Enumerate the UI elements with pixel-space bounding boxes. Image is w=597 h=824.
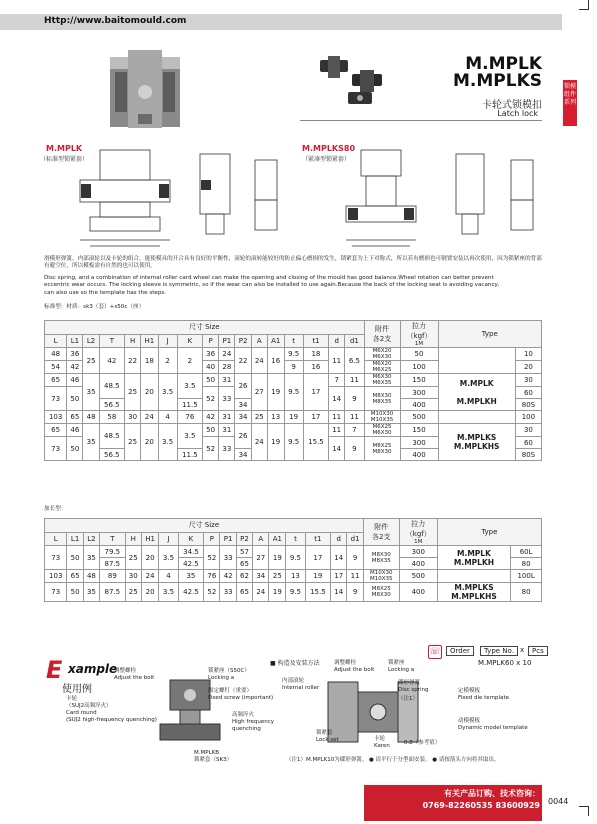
table-cell: 76 [177,411,202,424]
table-cell: 48.5 [99,424,124,449]
col-header-t1: t1 [303,334,328,348]
col-header-a: A [253,532,269,546]
ann-lock-sleeve: M.MPLKB 锁紧套（SK3） [194,750,233,763]
product-code-2: M.MPLKS [452,71,542,91]
table-cell: 73 [45,583,67,602]
table-cell: 100 [515,411,541,424]
table-row [45,348,542,361]
header-url[interactable]: Http://www.baitomould.com [44,16,187,26]
force-label: 拉力（kgf） [406,322,432,340]
table-cell: 19 [269,583,286,602]
table-cell: 10 [515,348,541,361]
table-cell: M6X20 M6X30 [364,348,400,361]
table-cell: 87.5 [100,558,125,570]
table-cell: 65 [67,570,83,583]
mplks-drawing-label: M.MPLKS80 [302,144,356,153]
table-cell: M8X25 M8X30 [363,583,399,602]
col-header-l2: L2 [83,532,99,546]
table-cell: 36 [203,348,219,361]
title-divider [300,120,542,121]
col-header-j: J [159,532,178,546]
table-cell: 48.5 [99,374,124,399]
table-cell: 62 [236,570,252,583]
ann-card-round: 卡轮 （SUJ2高频淬火） Card round (SUJ2 high-frequency quenching) [66,696,157,723]
table-cell: 11.5 [177,399,202,411]
table-cell: M8X25 M8X30 [364,437,400,461]
table-cell: 9 [347,583,363,602]
col-header-l: L [45,532,67,546]
table-cell: 100L [511,570,542,583]
table-cell: 150 [400,424,438,437]
table-cell: 26 [235,374,251,399]
ann-lock-set: 锁紧套 Lock set [316,730,339,743]
table-cell: 50 [203,374,219,387]
table-cell: 15.5 [305,583,330,602]
type-cell-mplk: M.MPLK M.MPLKH [438,374,515,411]
table-cell: 80 [511,583,542,602]
table-cell: 17 [303,411,328,424]
phone-icon: ☏ [429,647,441,657]
table-cell: 3.5 [158,424,177,461]
table-cell: 58 [99,411,124,424]
table-cell: 31 [219,424,235,437]
table-cell: 25 [83,348,99,374]
table-cell: 42 [203,411,219,424]
table-cell: 35 [83,374,99,411]
table-cell: 19 [267,374,284,411]
table-cell: 73 [45,546,67,570]
table-cell: 11 [329,348,345,374]
table-cell: 25 [125,546,141,570]
col-header-d: d [329,334,345,348]
type-cell-mplk-long: M.MPLK M.MPLKH [437,546,510,570]
table-cell: 4 [159,570,178,583]
table-cell: 19 [305,570,330,583]
type-header: Type [438,321,541,348]
col-header-l1: L1 [67,532,83,546]
example-usage-illustration [150,672,230,752]
table-cell: 50 [67,583,83,602]
force-label-2: 拉力（kgf） [405,520,431,538]
size-header: 尺寸 Size [45,321,365,335]
table-cell: 30 [515,374,541,387]
col-header-d: d [331,532,347,546]
description-en-2: eccentric wear occurs. The locking sleeve is symmetric, so if the wear can also be installed to use again.Because the back of the locking seat is avoiding vacancy, [44,282,500,288]
col-header-l2: L2 [83,334,99,348]
table-cell: 73 [45,387,67,411]
table-cell: 19 [267,424,284,461]
accessory-header-2: 附件 各2支 [363,519,399,546]
description-cn: 滑模形弹簧、内部滚轮以及卡轮的组合，能使模具的开合具有良好的平衡性，滚轮的滚转能较好的防止偏心磨损的发生，锁紧套为上下对称式，所以若有磨损也可倒置安装以再次使用，因为锁紧座的背部有避空位，所以模板需有自然的也可以使用。 [44,256,542,270]
table-cell: 42.5 [178,558,203,570]
type-cell-mplks-long: M.MPLKS M.MPLKHS [437,583,510,602]
table-cell: 11.5 [177,449,202,461]
ann-internal-roller: 内部滚轮 Internal roller [282,678,320,691]
table-cell: 9 [345,387,364,411]
table-cell: 20 [141,424,158,461]
col-header-p1: P1 [220,532,236,546]
col-header-d1: d1 [347,532,363,546]
table-cell: 34 [235,411,251,424]
table-cell: 18 [141,348,158,374]
col-header-h1: H1 [141,334,158,348]
table-cell: 35 [83,583,99,602]
table-cell: 25 [269,570,286,583]
table-cell: 50 [400,348,438,361]
type-cell-empty [437,570,510,583]
table-cell: 17 [305,546,330,570]
table-cell: 42 [67,361,83,374]
col-header-p: P [203,334,219,348]
col-header-k: K [177,334,202,348]
table-cell: 60 [515,387,541,399]
table-cell: 35 [83,424,99,461]
table-cell: 400 [399,558,437,570]
table-cell: 34 [235,449,251,461]
table-cell: 42.5 [178,583,203,602]
table-cell: 34.5 [178,546,203,558]
table-cell: 27 [251,374,267,411]
table-cell: 3.5 [158,374,177,411]
table-cell: 11 [329,424,345,437]
table-cell: 22 [124,348,140,374]
order-type-no: Type No. [480,646,518,656]
table-cell: 24 [219,348,235,361]
crop-mark-bottom [579,806,589,816]
table-cell: 18 [303,348,328,361]
table-cell: 2 [158,348,177,374]
order-x: x [520,646,525,654]
type-cell-empty [438,348,515,374]
table-cell: 13 [267,411,284,424]
table-cell: 56.5 [99,449,124,461]
table-cell: 20 [141,583,158,602]
ann-locking-seat: 锁紧座（S50C） Locking a [208,668,250,681]
mold-assembly-photo [100,42,190,132]
table-cell: 22 [235,348,251,374]
table-cell: 48 [83,570,99,583]
table-cell: 9.5 [284,424,303,461]
table-cell: 30 [124,411,140,424]
table-cell: 14 [331,583,347,602]
table-cell: 11 [345,411,364,424]
table-cell: 11 [345,374,364,387]
table-cell: 7 [345,424,364,437]
table-cell: 54 [45,361,67,374]
table-cell: 52 [203,387,219,411]
ann-adjust-bolt: 调整螺栓 Adjust the bolt [114,668,155,681]
force-header [400,321,438,348]
standard-type-label: 标准型：材质：sk3（套）+s50c（座） [44,304,145,310]
table-cell: 9 [347,546,363,570]
ann-reference: 0.8（参考值） [404,740,441,746]
footer-contact-label: 有关产品订购、技术咨询： [444,789,540,798]
table-cell: 16 [267,348,284,374]
ann-mid-locking: 锁紧座 Locking a [388,660,415,673]
table-cell: 65 [45,424,67,437]
ann-fixed-screw: 固定螺钉（重要） Fixed screw (important) [208,688,274,701]
description-en-3: can also use so the template has the steps. [44,290,167,296]
table-cell: 24 [251,424,267,461]
table-cell: M6X30 M6X35 [364,374,400,387]
table-cell: 31 [219,374,235,387]
table-cell: 34 [235,399,251,411]
table-cell: 34 [253,570,269,583]
col-header-k: K [178,532,203,546]
table-cell: 500 [400,411,438,424]
table-cell: 6.5 [345,348,364,374]
table-cell: 42 [220,570,236,583]
col-header-t: T [100,532,125,546]
size-header-2: 尺寸 Size [45,519,364,533]
table-cell: 27 [253,546,269,570]
table-cell: 25 [124,424,140,461]
col-header-t: T [99,334,124,348]
table-cell: 33 [220,583,236,602]
table-cell: 35 [178,570,203,583]
table-cell: 25 [124,374,140,411]
ann-note1: （注1） [398,696,418,702]
table-cell: 17 [303,374,328,411]
mplk-technical-drawing [60,140,300,255]
table-cell: 9.5 [286,546,305,570]
table-cell: 4 [158,411,177,424]
table-cell: 16 [303,361,328,374]
table-cell: 33 [219,437,235,461]
table-cell: 52 [203,437,219,461]
col-header-t1: t1 [305,532,330,546]
table-row [45,411,542,424]
crop-mark-top [579,0,589,10]
table-cell: 19 [284,411,303,424]
table-cell: 56.5 [99,399,124,411]
table-cell: 65 [45,374,67,387]
example-initial: E [46,656,63,684]
table-row [45,374,542,387]
product-name-en: Latch lock [497,109,538,118]
spec-table-long [44,518,542,602]
latch-lock-parts-photo [312,52,392,110]
accessory-header: 附件 各2支 [364,321,400,348]
col-header-h1: H1 [141,532,158,546]
col-header-p2: P2 [236,532,252,546]
table-row [45,570,542,583]
table-cell: 3.5 [177,374,202,399]
force-header-2 [399,519,437,546]
table-cell: 15.5 [303,424,328,461]
table-cell: 73 [45,437,67,461]
table-cell: 20 [515,361,541,374]
table-cell: 40 [203,361,219,374]
force-unit-2: 1M [414,539,423,545]
table-cell: 60L [511,546,542,558]
table-cell: 13 [286,570,305,583]
col-header-t: t [286,532,305,546]
table-cell: 500 [399,570,437,583]
ann-high-freq: 高频淬火 High frequency quenching [232,712,274,732]
table-cell: 35 [83,546,99,570]
table-cell: 24 [141,411,158,424]
installation-notes: （注1）M.MPLK10为碟形弹簧。 ● 请平行于分型面安装。 ● 请按箭头方向将其取出。 [286,757,500,763]
type-header-2: Type [437,519,541,546]
table-cell: 65 [67,411,83,424]
ann-fixed-template: 定模模板 Fixed die template [458,688,509,701]
example-title-cn: 使用例 [62,684,92,695]
mplk-drawing-sub: （标准型锁紧套） [40,156,89,163]
col-header-p2: P2 [235,334,251,348]
table-cell: 9 [345,437,364,461]
col-header-l: L [45,334,67,348]
table-cell: 103 [45,411,67,424]
spec-table-standard [44,320,542,461]
table-cell: 7 [329,374,345,387]
table-cell: 80S [515,449,541,461]
mplks-drawing-sub: （紧凑型锁紧套） [302,156,351,163]
table-cell: 80S [515,399,541,411]
col-header-t: t [284,334,303,348]
order-pcs: Pcs [528,646,548,656]
table-cell: 33 [220,546,236,570]
table-cell: 48 [45,348,67,361]
force-unit: 1M [414,341,424,347]
table-cell: 11 [329,411,345,424]
table-cell: M8X30 M8X35 [364,387,400,411]
table-cell: 14 [329,437,345,461]
table-cell: 400 [399,583,437,602]
long-type-label: 加长型： [44,506,67,512]
table-cell: 3.5 [159,583,178,602]
col-header-l1: L1 [67,334,83,348]
table-cell: M10X30 M10X35 [364,411,400,424]
table-cell: 9 [284,361,303,374]
col-header-h: H [124,334,140,348]
table-cell: 65 [236,558,252,570]
table-cell: 14 [329,387,345,411]
table-cell: 20 [141,374,158,411]
col-header-a1: A1 [269,532,286,546]
table-row [45,424,542,437]
table-cell: 3.5 [159,546,178,570]
side-category-tab[interactable]: 锁模组件系列 [563,80,577,126]
table-cell: M6X20 M6X25 [364,361,400,374]
col-header-j: J [158,334,177,348]
product-code-1: M.MPLK [465,54,542,74]
table-cell: 103 [45,570,67,583]
product-name-cn: 卡轮式锁模扣 [482,100,542,111]
table-cell: 24 [253,583,269,602]
table-cell: 25 [251,411,267,424]
col-header-p: P [204,532,220,546]
example-title: xample [68,662,118,676]
table-cell: 31 [219,411,235,424]
table-cell: 9.5 [284,348,303,361]
table-row [45,583,542,602]
table-cell: 150 [400,374,438,387]
table-cell: 89 [100,570,125,583]
order-sample: M.MPLK60 x 10 [478,659,532,667]
table-cell: 30 [515,424,541,437]
page-number: 0044 [548,797,569,806]
table-cell: 20 [141,546,158,570]
footer-phone[interactable]: 0769-82260535 83600929 [422,801,540,810]
col-header-d1: d1 [345,334,364,348]
table-cell: 87.5 [100,583,125,602]
table-cell: 14 [331,546,347,570]
table-cell: 30 [125,570,141,583]
table-cell: 46 [67,424,83,437]
table-cell: 26 [235,424,251,449]
table-cell: 33 [219,387,235,411]
table-cell: 80 [511,558,542,570]
mplks-technical-drawing [316,140,561,255]
table-cell: 28 [219,361,235,374]
table-cell: 25 [125,583,141,602]
description-en-1: Disc spring, and a combination of internal roller card wheel can make the opening and closing of the mould has good balance.Wheel rotation can better prevent [44,275,494,281]
ann-mid-adjust: 调整螺栓 Adjust the bolt [334,660,375,673]
table-row [45,546,542,558]
table-cell: 36 [67,348,83,361]
ann-disc-spring: 碟形弹簧 Disc spring [398,680,429,693]
table-cell: 52 [204,583,220,602]
table-cell: 46 [67,374,83,387]
table-cell: 57 [236,546,252,558]
table-cell: 42 [99,348,124,374]
type-cell-empty [438,411,515,424]
table-cell: 3.5 [177,424,202,449]
table-cell: 19 [269,546,286,570]
table-cell: 79.5 [100,546,125,558]
table-cell: 24 [251,348,267,374]
table-cell: 9.5 [286,583,305,602]
table-cell: 300 [399,546,437,558]
table-cell: 400 [400,449,438,461]
col-header-p1: P1 [219,334,235,348]
ann-dynamic-template: 动模模板 Dynamic model template [458,718,528,731]
type-cell-mplks: M.MPLKS M.MPLKHS [438,424,515,461]
table-cell: 50 [203,424,219,437]
table-cell: 76 [204,570,220,583]
table-cell: 52 [204,546,220,570]
table-cell: 9.5 [284,374,303,411]
order-label: Order [446,646,474,656]
table-cell: 60 [515,437,541,449]
col-header-a: A [251,334,267,348]
table-cell: M10X30 M10X35 [363,570,399,583]
table-cell: 400 [400,399,438,411]
table-cell: 48 [83,411,99,424]
table-cell: 300 [400,387,438,399]
table-cell: 24 [141,570,158,583]
ann-structure-title: ■ 构造及安装方法 [270,660,320,667]
table-cell: 50 [67,546,83,570]
table-cell: 11 [347,570,363,583]
table-cell: 2 [177,348,202,374]
table-cell: 65 [236,583,252,602]
col-header-h: H [125,532,141,546]
product-title [438,56,542,90]
ann-karen: 卡轮 Karen [374,736,390,749]
table-cell: 17 [331,570,347,583]
table-cell: 100 [400,361,438,374]
table-cell: 300 [400,437,438,449]
mplk-drawing-label: M.MPLK [46,144,83,153]
col-header-a1: A1 [267,334,284,348]
table-cell: 50 [67,387,83,411]
table-cell: M6X25 M6X30 [364,424,400,437]
table-cell: M8X30 M8X35 [363,546,399,570]
table-cell: 50 [67,437,83,461]
